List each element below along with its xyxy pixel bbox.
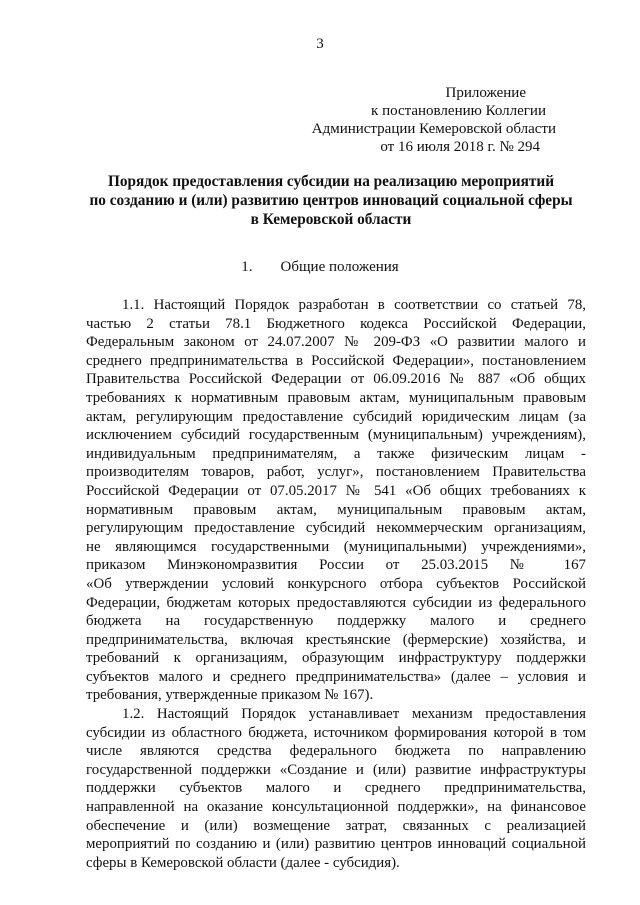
text-line: мероприятий по созданию и (или) развитию центров инноваций социальной (86, 836, 586, 853)
text-line: 1.1. Настоящий Порядок разработан в соответствии со статьей 78, (122, 297, 586, 313)
text-line: производителям товаров, работ, услуг», постановлением Правительства (86, 464, 586, 481)
text-line: поддержки субъектов малого и среднего предпринимательства, (86, 780, 586, 797)
text-line: требованиях к нормативным правовым актам, муниципальным правовым (86, 389, 586, 406)
section-heading (0, 259, 640, 276)
document-title-line-1: Порядок предоставления субсидии на реализацию мероприятий (107, 173, 555, 190)
text-line: Федерации, бюджетам которых предоставляются субсидии из федерального (86, 594, 586, 611)
section-title: Общие положения (280, 259, 399, 275)
appendix-line-3: Администрации Кемеровской области (311, 121, 556, 137)
paragraph-1-2 (86, 705, 586, 872)
document-title (76, 172, 586, 229)
text-line: числе являются средства федерального бюджета по направлению (86, 743, 586, 760)
text-line: требования, утвержденные приказом № 167). (86, 687, 374, 704)
text-line: Федеральным законом от 24.07.2007 № 209-ФЗ «О развитии малого и (86, 334, 586, 351)
text-line: бюджета на государственную поддержку малого и среднего (86, 613, 586, 630)
text-line: не являющимся государственными (муниципальными) учреждениями», (86, 538, 586, 555)
text-line: нормативным правовым актам, муниципальным правовым актам, (86, 501, 586, 518)
text-line: обеспечение и (или) возмещение затрат, связанных с реализацией (86, 817, 586, 834)
text-line: сферы в Кемеровской области (далее - субсидия). (86, 854, 400, 871)
text-line: регулирующим предоставление субсидий некоммерческим организациям, (86, 520, 586, 537)
appendix-line-2: к постановлению Коллегии (371, 103, 546, 119)
paragraph-1-1 (86, 296, 586, 705)
document-title-line-3: в Кемеровской области (250, 211, 412, 228)
document-title-line-2: по созданию и (или) развитию центров инноваций социальной сферы (89, 192, 573, 209)
text-line: «Об утверждении условий конкурсного отбора субъектов Российской (86, 575, 586, 592)
text-line: предпринимательства, включая крестьянские (фермерские) хозяйства, и (86, 631, 586, 648)
text-line: субъектов малого и среднего предпринимательства» (далее – условия и (86, 668, 586, 685)
section-number: 1. (241, 259, 253, 275)
text-line: направленной на оказание консультационной поддержки», на финансовое (86, 799, 586, 816)
text-line: исключением субсидий государственным (муниципальным) учреждениям), (86, 427, 586, 444)
appendix-line-4: от 16 июля 2018 г. № 294 (380, 139, 540, 155)
body-text (86, 296, 586, 872)
text-line: требований к организациям, образующим инфраструктуру поддержки (86, 650, 586, 667)
text-line: индивидуальным предпринимателям, а также физическим лицам - (86, 445, 586, 462)
text-line: актам, регулирующим предоставление субсидий юридическим лицам (за (86, 408, 586, 425)
text-line: Российской Федерации от 07.05.2017 № 541 «Об общих требованиях к (86, 482, 586, 499)
page-number: 3 (316, 36, 324, 52)
text-line: частью 2 статьи 78.1 Бюджетного кодекса Российской Федерации, (86, 315, 586, 332)
appendix-line-1: Приложение (445, 85, 526, 101)
text-line: Правительства Российской Федерации от 06.09.2016 № 887 «Об общих (86, 371, 586, 388)
text-line: государственной поддержки «Создание и (или) развитие инфраструктуры (86, 761, 586, 778)
text-line: 1.2. Настоящий Порядок устанавливает механизм предоставления (122, 706, 586, 723)
text-line: среднего предпринимательства в Российской Федерации», постановлением (86, 352, 586, 369)
text-line: субсидии из областного бюджета, источником формирования которой в том (86, 724, 586, 741)
text-line: приказом Минэкономразвития России от 25.03.2015 № 167 (86, 557, 586, 574)
appendix-block (256, 84, 556, 156)
